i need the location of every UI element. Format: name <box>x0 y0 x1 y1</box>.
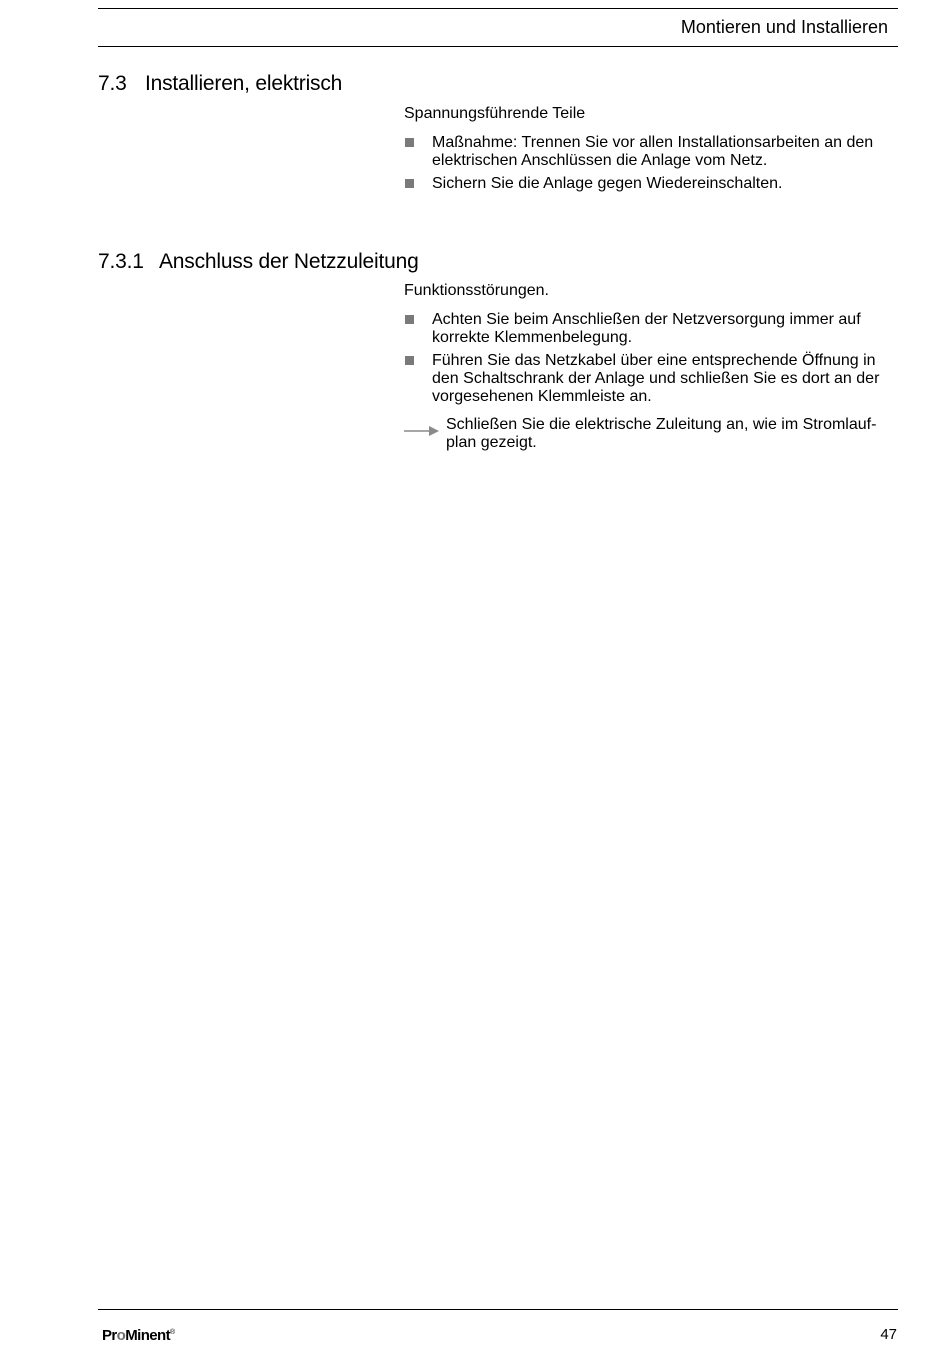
registered-mark: ® <box>169 1329 175 1336</box>
list-item-line: Achten Sie beim Anschließen der Netzversorgung immer auf <box>432 311 861 328</box>
header-rule-top <box>98 8 898 9</box>
instruction-step <box>404 416 902 452</box>
header-rule-bottom <box>98 46 898 47</box>
list-item-line: Führen Sie das Netzkabel über eine entsprechende Öffnung in <box>432 352 876 369</box>
list-item-line: elektrischen Anschlüssen die Anlage vom Netz. <box>432 152 768 169</box>
prominent-logo <box>102 1327 175 1344</box>
logo-part: Pr <box>102 1327 117 1344</box>
list-item <box>404 175 902 193</box>
list-item-line: den Schaltschrank der Anlage und schließen Sie es dort an der <box>432 370 880 387</box>
section-7-3-1-body <box>404 282 902 452</box>
logo-part: o <box>116 1327 126 1344</box>
section-number: 7.3.1 <box>98 250 144 273</box>
square-bullet-icon <box>405 315 414 324</box>
warning-lead: Spannungsführende Teile <box>404 105 586 122</box>
bullet-list <box>404 311 902 406</box>
bullet-list <box>404 134 902 193</box>
list-item-line: Maßnahme: Trennen Sie vor allen Installationsarbeiten an den <box>432 134 874 151</box>
section-title: Anschluss der Netzzuleitung <box>159 250 419 273</box>
square-bullet-icon <box>405 179 414 188</box>
section-heading-7-3 <box>98 71 342 97</box>
instruction-line: Schließen Sie die elektrische Zuleitung an, wie im Stromlauf- <box>446 416 877 433</box>
page-number: 47 <box>880 1326 897 1343</box>
section-7-3-body <box>404 105 902 198</box>
section-heading-7-3-1 <box>98 249 419 275</box>
square-bullet-icon <box>405 356 414 365</box>
warning-lead: Funktionsstörungen. <box>404 282 549 299</box>
section-number: 7.3 <box>98 72 127 95</box>
list-item <box>404 311 902 347</box>
list-item-line: Sichern Sie die Anlage gegen Wiedereinschalten. <box>432 175 783 192</box>
square-bullet-icon <box>405 138 414 147</box>
logo-part: Minent <box>125 1327 170 1344</box>
running-header: Montieren und Installieren <box>680 17 888 37</box>
list-item <box>404 134 902 170</box>
list-item-line: vorgesehenen Klemmleiste an. <box>432 388 652 405</box>
instruction-line: plan gezeigt. <box>446 434 537 451</box>
arrow-right-icon <box>404 425 440 437</box>
list-item <box>404 352 902 406</box>
footer-rule <box>98 1309 898 1310</box>
section-title: Installieren, elektrisch <box>145 72 343 95</box>
list-item-line: korrekte Klemmenbelegung. <box>432 329 633 346</box>
